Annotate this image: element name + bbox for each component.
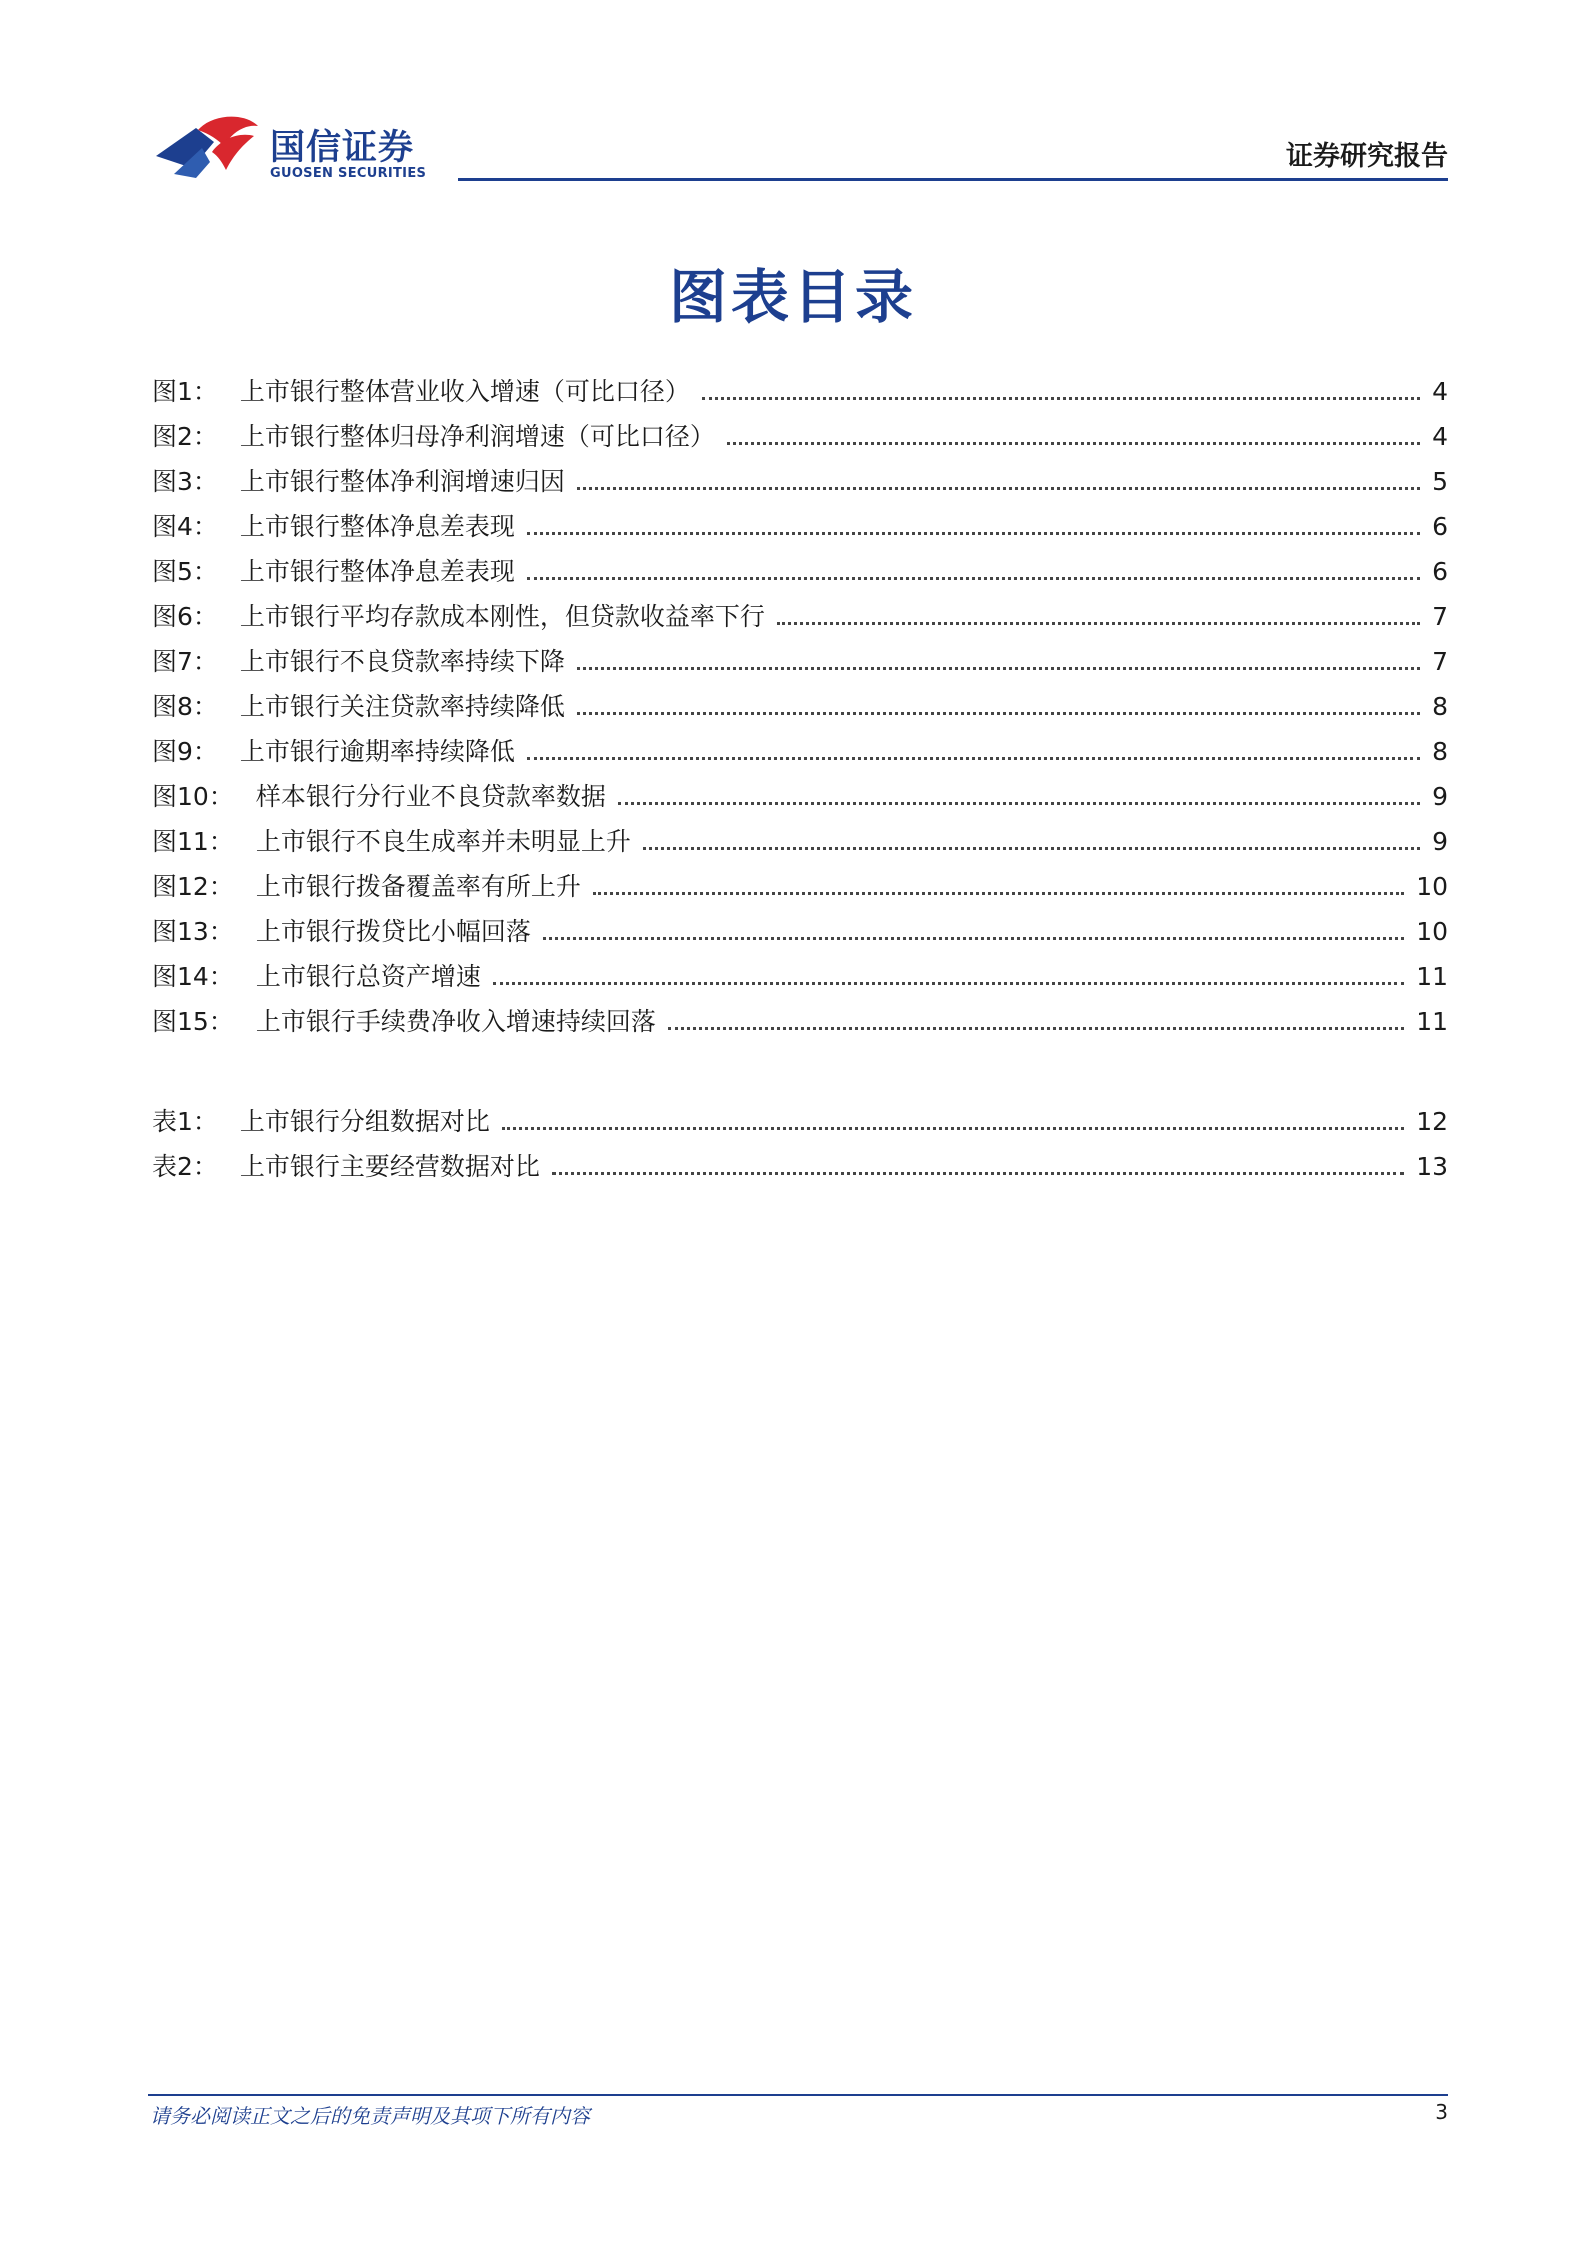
- dot-leader: [577, 487, 1420, 490]
- dot-leader: [727, 442, 1420, 445]
- footer-divider: [148, 2094, 1448, 2096]
- figure-toc-entry[interactable]: [152, 867, 1448, 912]
- toc-entry-label: 表1：: [152, 1107, 218, 1136]
- figure-toc-entry[interactable]: [152, 642, 1448, 687]
- toc-entry-label: 图13：: [152, 917, 234, 946]
- report-type: 证券研究报告: [1286, 141, 1448, 172]
- toc-entry-page: 6: [1432, 512, 1448, 541]
- figure-toc-entry[interactable]: [152, 732, 1448, 777]
- figure-toc-entry[interactable]: [152, 957, 1448, 1002]
- toc-entry-title: 上市银行整体净息差表现: [239, 557, 515, 586]
- toc-entry-title: 上市银行整体净息差表现: [239, 512, 515, 541]
- toc-entry-page: 9: [1432, 827, 1448, 856]
- toc-entry-page: 11: [1416, 1007, 1448, 1036]
- table-list: [152, 1102, 1448, 1192]
- disclaimer-note: 请务必阅读正文之后的免责声明及其项下所有内容: [150, 2104, 590, 2128]
- dot-leader: [702, 397, 1420, 400]
- figure-toc-entry[interactable]: [152, 462, 1448, 507]
- dot-leader: [618, 802, 1420, 805]
- toc-entry-label: 图6：: [152, 602, 218, 631]
- toc-entry-page: 12: [1416, 1107, 1448, 1136]
- dot-leader: [543, 937, 1404, 940]
- toc-entry-label: 图15：: [152, 1007, 234, 1036]
- figure-toc-entry[interactable]: [152, 372, 1448, 417]
- toc-entry-page: 10: [1416, 872, 1448, 901]
- dot-leader: [593, 892, 1404, 895]
- toc-entry-title: 上市银行平均存款成本刚性，但贷款收益率下行: [239, 602, 765, 631]
- table-toc-entry[interactable]: [152, 1147, 1448, 1192]
- page-title: 图表目录: [668, 263, 917, 331]
- toc-entry-title: 上市银行整体净利润增速归因: [239, 467, 565, 496]
- figure-toc-entry[interactable]: [152, 552, 1448, 597]
- toc-entry-title: 上市银行整体营业收入增速（可比口径）: [239, 377, 690, 406]
- dot-leader: [493, 982, 1404, 985]
- toc-entry-label: 图9：: [152, 737, 218, 766]
- toc-entry-label: 图10：: [152, 782, 234, 811]
- toc-entry-page: 5: [1432, 467, 1448, 496]
- figure-list: [152, 372, 1448, 1047]
- toc-entry-page: 13: [1416, 1152, 1448, 1181]
- figure-toc-entry[interactable]: [152, 912, 1448, 957]
- dot-leader: [643, 847, 1420, 850]
- toc-entry-title: 上市银行拨贷比小幅回落: [255, 917, 531, 946]
- toc-entry-label: 图14：: [152, 962, 234, 991]
- toc-entry-label: 图3：: [152, 467, 218, 496]
- dot-leader: [502, 1127, 1404, 1130]
- brand-name-cn: 国信证券: [270, 128, 415, 168]
- company-logo: [152, 112, 452, 184]
- toc-entry-page: 7: [1432, 647, 1448, 676]
- toc-entry-label: 图11：: [152, 827, 234, 856]
- toc-entry-title: 上市银行总资产增速: [255, 962, 481, 991]
- figure-toc-entry[interactable]: [152, 597, 1448, 642]
- toc-entry-title: 样本银行分行业不良贷款率数据: [255, 782, 606, 811]
- toc-entry-title: 上市银行逾期率持续降低: [239, 737, 515, 766]
- toc-entry-label: 图7：: [152, 647, 218, 676]
- toc-entry-label: 表2：: [152, 1152, 218, 1181]
- figure-toc-entry[interactable]: [152, 507, 1448, 552]
- toc-entry-page: 9: [1432, 782, 1448, 811]
- table-toc-entry[interactable]: [152, 1102, 1448, 1147]
- toc-entry-label: 图8：: [152, 692, 218, 721]
- header-divider: [458, 178, 1448, 181]
- toc-entry-page: 7: [1432, 602, 1448, 631]
- guosen-logo-icon: [152, 112, 262, 184]
- dot-leader: [552, 1172, 1404, 1175]
- toc-entry-page: 4: [1432, 422, 1448, 451]
- figure-toc-entry[interactable]: [152, 1002, 1448, 1047]
- toc-entry-title: 上市银行不良贷款率持续下降: [239, 647, 565, 676]
- dot-leader: [577, 667, 1420, 670]
- figure-toc-entry[interactable]: [152, 417, 1448, 462]
- toc-entry-title: 上市银行拨备覆盖率有所上升: [255, 872, 581, 901]
- toc-entry-label: 图1：: [152, 377, 218, 406]
- dot-leader: [527, 757, 1420, 760]
- toc-entry-page: 10: [1416, 917, 1448, 946]
- toc-entry-title: 上市银行主要经营数据对比: [239, 1152, 540, 1181]
- toc-entry-label: 图4：: [152, 512, 218, 541]
- page-number: 3: [1435, 2100, 1448, 2124]
- toc-entry-page: 4: [1432, 377, 1448, 406]
- toc-entry-title: 上市银行整体归母净利润增速（可比口径）: [239, 422, 715, 451]
- toc-entry-title: 上市银行分组数据对比: [239, 1107, 490, 1136]
- figure-toc-entry[interactable]: [152, 687, 1448, 732]
- toc-entry-title: 上市银行关注贷款率持续降低: [239, 692, 565, 721]
- toc-entry-page: 8: [1432, 692, 1448, 721]
- toc-entry-page: 8: [1432, 737, 1448, 766]
- brand-name-en: GUOSEN SECURITIES: [270, 166, 427, 181]
- dot-leader: [668, 1027, 1404, 1030]
- toc-entry-page: 11: [1416, 962, 1448, 991]
- toc-entry-label: 图2：: [152, 422, 218, 451]
- toc-entry-page: 6: [1432, 557, 1448, 586]
- toc-entry-label: 图12：: [152, 872, 234, 901]
- toc-entry-title: 上市银行不良生成率并未明显上升: [255, 827, 631, 856]
- figure-toc-entry[interactable]: [152, 822, 1448, 867]
- toc-entry-label: 图5：: [152, 557, 218, 586]
- figure-toc-entry[interactable]: [152, 777, 1448, 822]
- dot-leader: [527, 532, 1420, 535]
- dot-leader: [577, 712, 1420, 715]
- toc-entry-title: 上市银行手续费净收入增速持续回落: [255, 1007, 656, 1036]
- dot-leader: [527, 577, 1420, 580]
- dot-leader: [777, 622, 1420, 625]
